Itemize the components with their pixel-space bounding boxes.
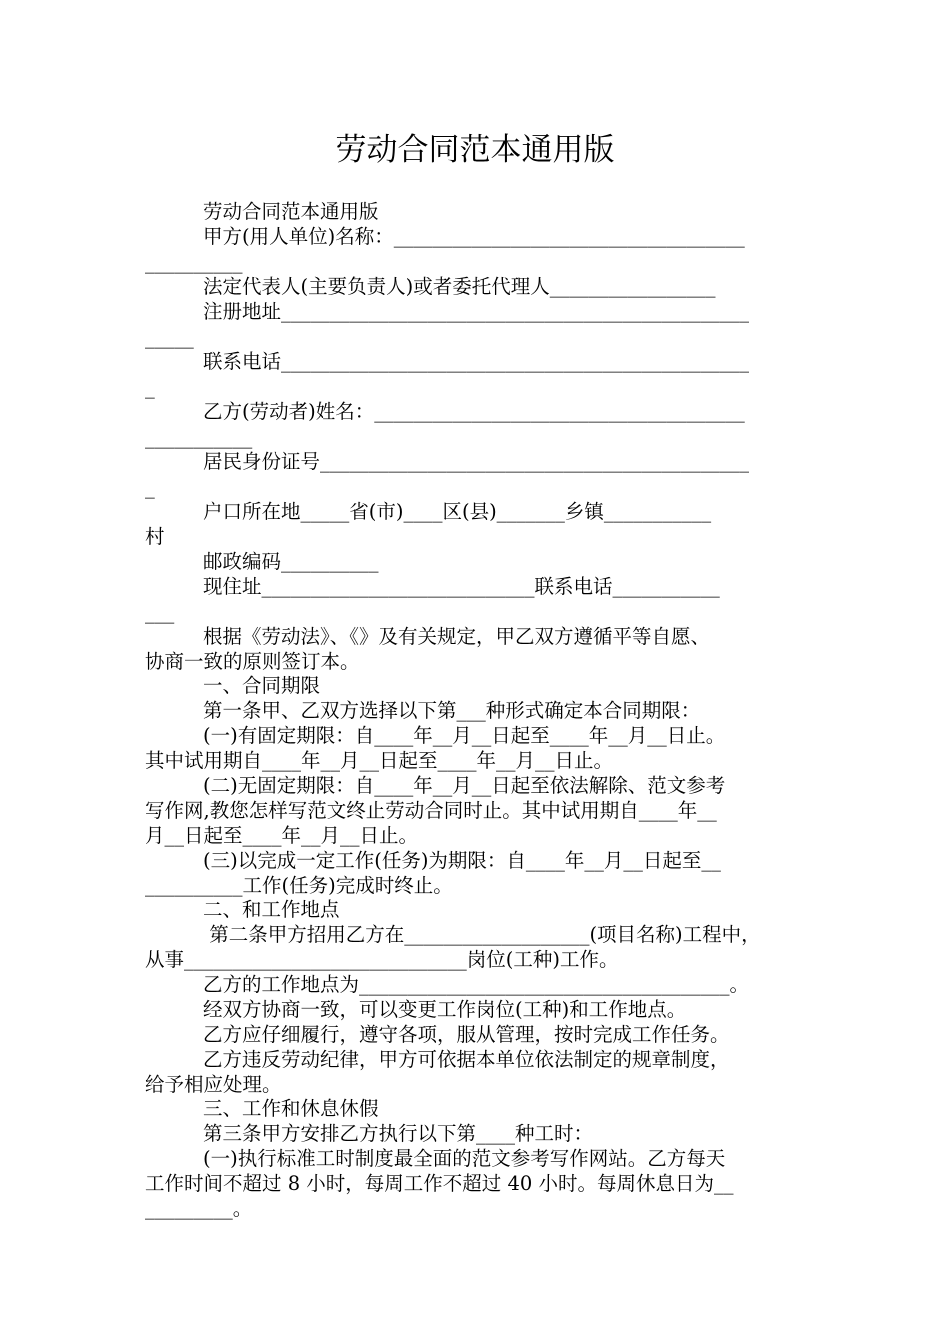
- text-line: _: [145, 476, 155, 499]
- section-heading: 一、合同期限: [203, 674, 321, 697]
- text-line: __________工作(任务)完成时终止。: [145, 874, 453, 897]
- text-line: 现住址____________________________联系电话___________: [203, 575, 720, 598]
- text-line: (一)执行标准工时制度最全面的范文参考写作网站。乙方每天: [203, 1147, 726, 1170]
- text-line: 给予相应处理。: [145, 1073, 282, 1096]
- text-line: 写作网,教您怎样写范文终止劳动合同时止。其中试用期自____年__: [145, 799, 717, 822]
- text-line: _________。: [145, 1197, 253, 1220]
- text-line: 村: [145, 525, 165, 548]
- text-line: ___________: [145, 426, 253, 449]
- text-line: 户口所在地_____省(市)____区(县)_______乡镇___________: [203, 500, 712, 523]
- text-line: 乙方的工作地点为______________________________________。: [203, 973, 750, 996]
- text-line: 甲方(用人单位)名称：____________________________________: [203, 225, 745, 248]
- text-line: 从事_____________________________岗位(工种)工作。: [145, 948, 619, 971]
- text-line: _: [145, 376, 155, 399]
- text-line: 第三条甲方安排乙方执行以下第____种工时：: [203, 1122, 594, 1145]
- text-line: 第一条甲、乙双方选择以下第___种形式确定本合同期限：: [203, 699, 701, 722]
- text-line: 注册地址________________________________________________: [203, 300, 750, 323]
- section-heading: 二、和工作地点: [203, 898, 340, 921]
- text-line: 经双方协商一致，可以变更工作岗位(工种)和工作地点。: [203, 998, 687, 1021]
- text-line: 劳动合同范本通用版: [203, 200, 379, 223]
- text-line: 居民身份证号____________________________________________: [203, 450, 750, 473]
- text-line: (三)以完成一定工作(任务)为期限：自____年__月__日起至__: [203, 849, 721, 872]
- section-heading: 三、工作和休息休假: [203, 1097, 379, 1120]
- text-line: 根据《劳动法》、《》及有关规定，甲乙双方遵循平等自愿、: [203, 625, 711, 648]
- text-line: 其中试用期自____年__月__日起至____年__月__日止。: [145, 749, 614, 772]
- text-line: 协商一致的原则签订本。: [145, 650, 360, 673]
- text-line: 第二条甲方招用乙方在___________________(项目名称)工程中，: [203, 923, 761, 946]
- document-title: 劳动合同范本通用版: [335, 132, 615, 168]
- text-line: 工作时间不超过 8 小时，每周工作不超过 40 小时。每周休息日为__: [145, 1172, 734, 1195]
- text-line: __________: [145, 251, 243, 274]
- text-line: ___: [145, 601, 175, 624]
- text-line: 乙方应仔细履行，遵守各项，服从管理，按时完成工作任务。: [203, 1023, 730, 1046]
- text-line: _____: [145, 326, 194, 349]
- text-line: 法定代表人(主要负责人)或者委托代理人_________________: [203, 275, 716, 298]
- text-line: (二)无固定期限：自____年__月__日起至依法解除、范文参考: [203, 774, 726, 797]
- text-line: 月__日起至____年__月__日止。: [145, 824, 419, 847]
- text-line: 邮政编码__________: [203, 550, 379, 573]
- text-line: 乙方违反劳动纪律，甲方可依据本单位依法制定的规章制度，: [203, 1048, 730, 1071]
- text-line: 联系电话________________________________________________: [203, 350, 750, 373]
- text-line: 乙方(劳动者)姓名：______________________________________: [203, 400, 745, 423]
- text-line: (一)有固定期限：自____年__月__日起至____年__月__日止。: [203, 724, 726, 747]
